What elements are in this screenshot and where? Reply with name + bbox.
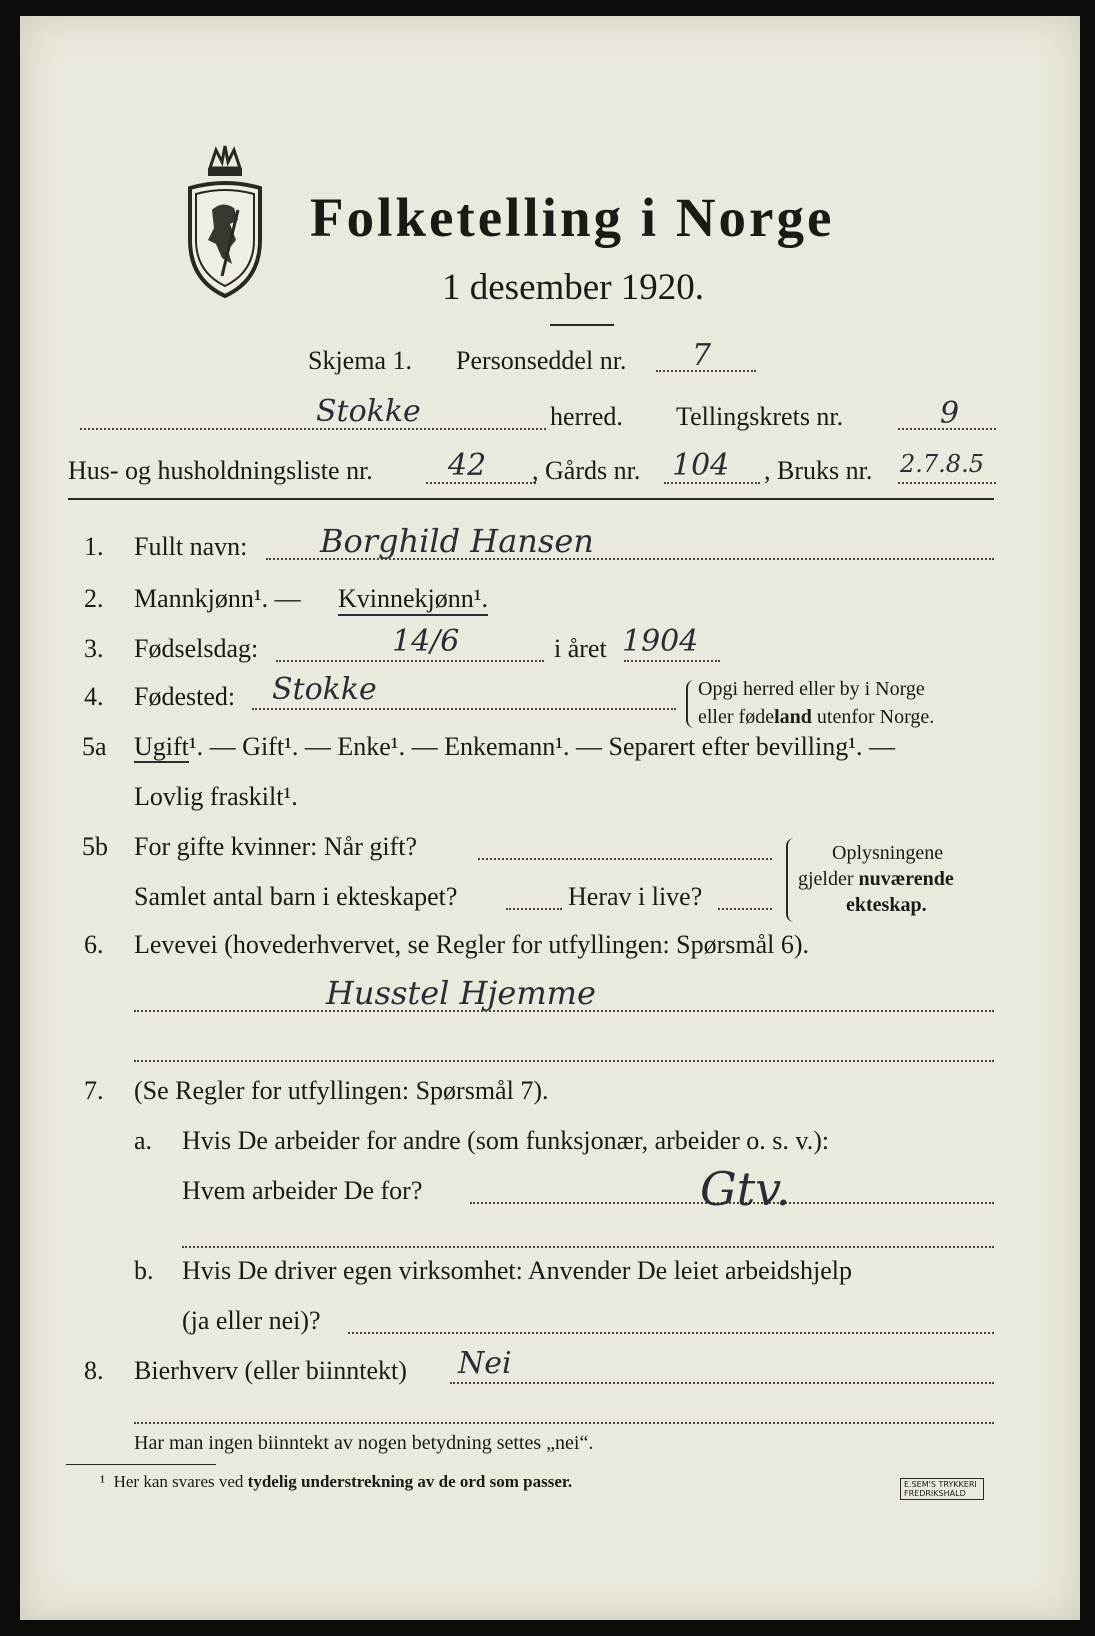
personseddel-label: Personseddel nr. — [456, 346, 627, 375]
q8-number: 8. — [84, 1356, 104, 1385]
q4-number: 4. — [84, 682, 104, 711]
q7b-line2: (ja eller nei)? — [182, 1306, 321, 1335]
q7b-field-line — [348, 1332, 994, 1334]
q4-note-line1: Opgi herred eller by i Norge — [698, 678, 925, 700]
q3-number: 3. — [84, 634, 104, 663]
q5a-number: 5a — [82, 732, 107, 761]
q4-field-line — [252, 708, 676, 710]
census-form-page — [20, 16, 1080, 1620]
q2-number: 2. — [84, 584, 104, 613]
q6-occupation-value: Husstel Hjemme — [326, 974, 596, 1012]
q8-value: Nei — [458, 1346, 512, 1381]
q8-field-line1 — [450, 1382, 994, 1384]
q1-full-name-value: Borghild Hansen — [320, 522, 594, 560]
q8-label: Bierhverv (eller biinntekt) — [134, 1356, 407, 1385]
census-date: 1 desember 1920. — [442, 267, 705, 308]
herred-field-line — [80, 428, 546, 430]
q7a-field-line2 — [182, 1246, 994, 1248]
gards-label: , Gårds nr. — [532, 456, 641, 485]
footnote-rule — [66, 1464, 216, 1465]
q5b-line1: For gifte kvinner: Når gift? — [134, 832, 418, 861]
printer-stamp: E.SEM'S TRYKKERI FREDRIKSHALD — [900, 1478, 984, 1500]
q7a-line1: Hvis De arbeider for andre (som funksjonær, arbeider o. s. v.): — [182, 1126, 830, 1155]
q7a-line2: Hvem arbeider De for? — [182, 1176, 423, 1205]
q5b-children-field-line — [506, 908, 562, 910]
q3-field-line — [276, 660, 544, 662]
q7-number: 7. — [84, 1076, 104, 1105]
q5b-note-line1: Oplysningene — [832, 842, 944, 864]
norway-coat-of-arms-icon — [182, 140, 268, 300]
q3-year-field-line — [624, 660, 720, 662]
q6-label: Levevei (hovederhvervet, se Regler for utfyllingen: Spørsmål 6). — [134, 930, 810, 959]
q3-year-label: i året — [554, 634, 607, 663]
header-rule — [68, 498, 994, 500]
bruks-value: 2.7.8.5 — [900, 450, 984, 478]
q5b-married-field-line — [478, 858, 772, 860]
q7b-letter: b. — [134, 1256, 154, 1285]
q6-number: 6. — [84, 930, 104, 959]
footer-note: Har man ingen biinntekt av nogen betydning settes „nei“. — [134, 1432, 594, 1454]
form-title: Folketelling i Norge — [310, 187, 835, 248]
q3-birthday-value: 14/6 — [392, 624, 460, 659]
personseddel-value: 7 — [692, 338, 712, 373]
q3-label: Fødselsdag: — [134, 634, 259, 663]
husliste-value: 42 — [448, 448, 487, 483]
herred-value: Stokke — [316, 394, 421, 429]
husliste-label: Hus- og husholdningsliste nr. — [68, 456, 373, 485]
q5a-ugift-option-underlined: Ugift — [134, 732, 189, 761]
q5b-line2b: Herav i live? — [568, 882, 703, 911]
q5b-note-line3: ekteskap. — [846, 894, 927, 916]
q7b-line1: Hvis De driver egen virksomhet: Anvender De leiet arbeidshjelp — [182, 1256, 853, 1285]
q6-field-line2 — [134, 1060, 994, 1062]
q2-mannkjonn-option: Mannkjønn¹. — — [134, 584, 301, 613]
q7a-employer-value: Gtv. — [700, 1162, 791, 1216]
q6-field-line1 — [134, 1010, 994, 1012]
q5b-number: 5b — [82, 832, 108, 861]
q1-label: Fullt navn: — [134, 532, 248, 561]
q4-birthplace-value: Stokke — [272, 672, 377, 707]
gards-value: 104 — [672, 448, 730, 483]
q8-field-line2 — [134, 1422, 994, 1424]
q1-number: 1. — [84, 532, 104, 561]
q4-note-brace — [686, 680, 694, 728]
footnote: ¹ Her kan svares ved tydelig understrekning av de ord som passer. — [100, 1472, 573, 1491]
tellingskrets-value: 9 — [940, 396, 960, 431]
q5b-line2a: Samlet antal barn i ekteskapet? — [134, 882, 458, 911]
title-divider — [550, 324, 614, 326]
q5a-options-line1: Ugift¹. — Gift¹. — Enke¹. — Enkemann¹. — Separert efter bevilling¹. — — [134, 732, 896, 761]
q7-label: (Se Regler for utfyllingen: Spørsmål 7). — [134, 1076, 549, 1105]
bruks-field-line — [898, 482, 996, 484]
skjema-label: Skjema 1. — [308, 346, 412, 375]
bruks-label: , Bruks nr. — [764, 456, 873, 485]
q5b-alive-field-line — [718, 908, 772, 910]
herred-label: herred. — [550, 402, 623, 431]
q4-label: Fødested: — [134, 682, 236, 711]
q4-note-line2: eller fødeland utenfor Norge. — [698, 706, 935, 728]
q5a-options-line2: Lovlig fraskilt¹. — [134, 782, 298, 811]
q2-kvinnekjonn-option-underlined: Kvinnekjønn¹. — [338, 584, 488, 616]
tellingskrets-label: Tellingskrets nr. — [676, 402, 844, 431]
q7a-letter: a. — [134, 1126, 153, 1155]
q5b-note-line2: gjelder nuværende — [798, 868, 954, 890]
q5b-note-brace — [786, 838, 794, 922]
q3-year-value: 1904 — [622, 624, 699, 659]
